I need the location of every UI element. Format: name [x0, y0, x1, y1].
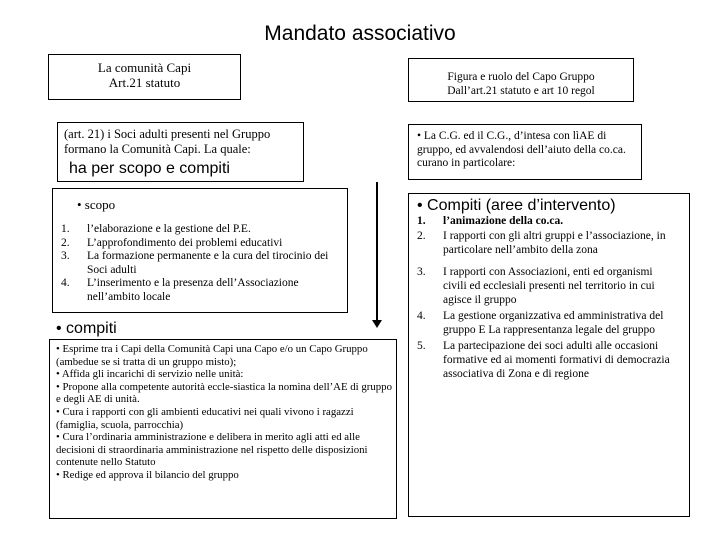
list-item: 3. La formazione permanente e la cura del tirocinio dei Soci adulti [61, 250, 329, 276]
comunita-to-compiti-arrow [370, 182, 384, 328]
compiti-heading: • compiti [56, 320, 117, 337]
capo-gruppo-intro-text: • La C.G. ed il C.G., d’intesa con lìAE di gruppo, ed avvalendosi dell’aiuto della co.ca. curano in particolare: [417, 130, 626, 169]
scopo-box [52, 188, 348, 313]
scopo-list [61, 223, 339, 304]
capo-gruppo-compiti-box [408, 193, 690, 517]
scopo-heading: • scopo [77, 197, 116, 212]
comunita-capi-definition-box [57, 122, 304, 182]
capo-gruppo-header-box [408, 58, 634, 102]
comunita-capi-header-line2: Art.21 statuto [108, 75, 181, 90]
capo-gruppo-compiti-list [417, 214, 681, 381]
list-item: 4. L’inserimento e la presenza dell’Associazione nell’ambito locale [61, 277, 299, 303]
compiti-bullet: • Cura l’ordinaria amministrazione e delibera in merito agli atti ed alle decisioni di straordinaria amministrazione nel rispetto delle disposizioni contenute nello Statuto [56, 431, 368, 469]
capo-gruppo-header-line2: Dall’art.21 statuto e art 10 regol [447, 84, 595, 97]
compiti-bullet: • Propone alla competente autorità eccle-siastica la nomina dell’AE di gruppo e degli AE di unità. [56, 380, 392, 406]
list-item: 3. I rapporti con Associazioni, enti ed organismi civili ed ecclesiali presenti nel territorio in cui agisce il gruppo [417, 266, 655, 306]
list-item: 4. La gestione organizzativa ed amministrativa del gruppo E La rappresentanza legale del gruppo [417, 310, 664, 336]
list-item: 5. La partecipazione dei soci adulti alle occasioni formative ed ai momenti formativi di democrazia associativa di Zona e di regione [417, 340, 670, 380]
down-arrow-icon [370, 182, 384, 328]
compiti-bullet: • Affida gli incarichi di servizio nelle unità: [56, 368, 244, 381]
list-item: 2. L’approfondimento dei problemi educativi [61, 236, 283, 249]
compiti-bullet: • Esprime tra i Capi della Comunità Capi una Capo e/o un Capo Gruppo (ambedue se si tratta di un gruppo misto); [56, 343, 368, 368]
definition-line2: formano la Comunità Capi. La quale: [64, 142, 251, 156]
compiti-bullet: • Cura i rapporti con gli ambienti educativi nei quali vivono i ragazzi (famiglia, scuola, parrocchia) [56, 405, 354, 431]
list-item: 2. I rapporti con gli altri gruppi e l’associazione, in particolare nell’ambito della zona [417, 230, 666, 256]
capo-gruppo-intro-box [408, 124, 642, 180]
capo-gruppo-compiti-heading: • Compiti (aree d’intervento) [417, 197, 616, 214]
compiti-box [49, 339, 397, 519]
compiti-bullet: • Redige ed approva il bilancio del gruppo [56, 468, 239, 481]
page-title: Mandato associativo [264, 22, 456, 45]
capo-gruppo-header-line1: Figura e ruolo del Capo Gruppo [447, 71, 595, 83]
comunita-capi-header-box [48, 54, 241, 100]
comunita-capi-header-line1: La comunità Capi [97, 60, 192, 75]
list-item: 1. l’animazione della co.ca. [417, 215, 564, 227]
definition-emphasis: ha per scopo e compiti [69, 160, 230, 177]
definition-line1: (art. 21) i Soci adulti presenti nel Gruppo [64, 127, 271, 141]
list-item: 1. l’elaborazione e la gestione del P.E. [61, 223, 251, 235]
